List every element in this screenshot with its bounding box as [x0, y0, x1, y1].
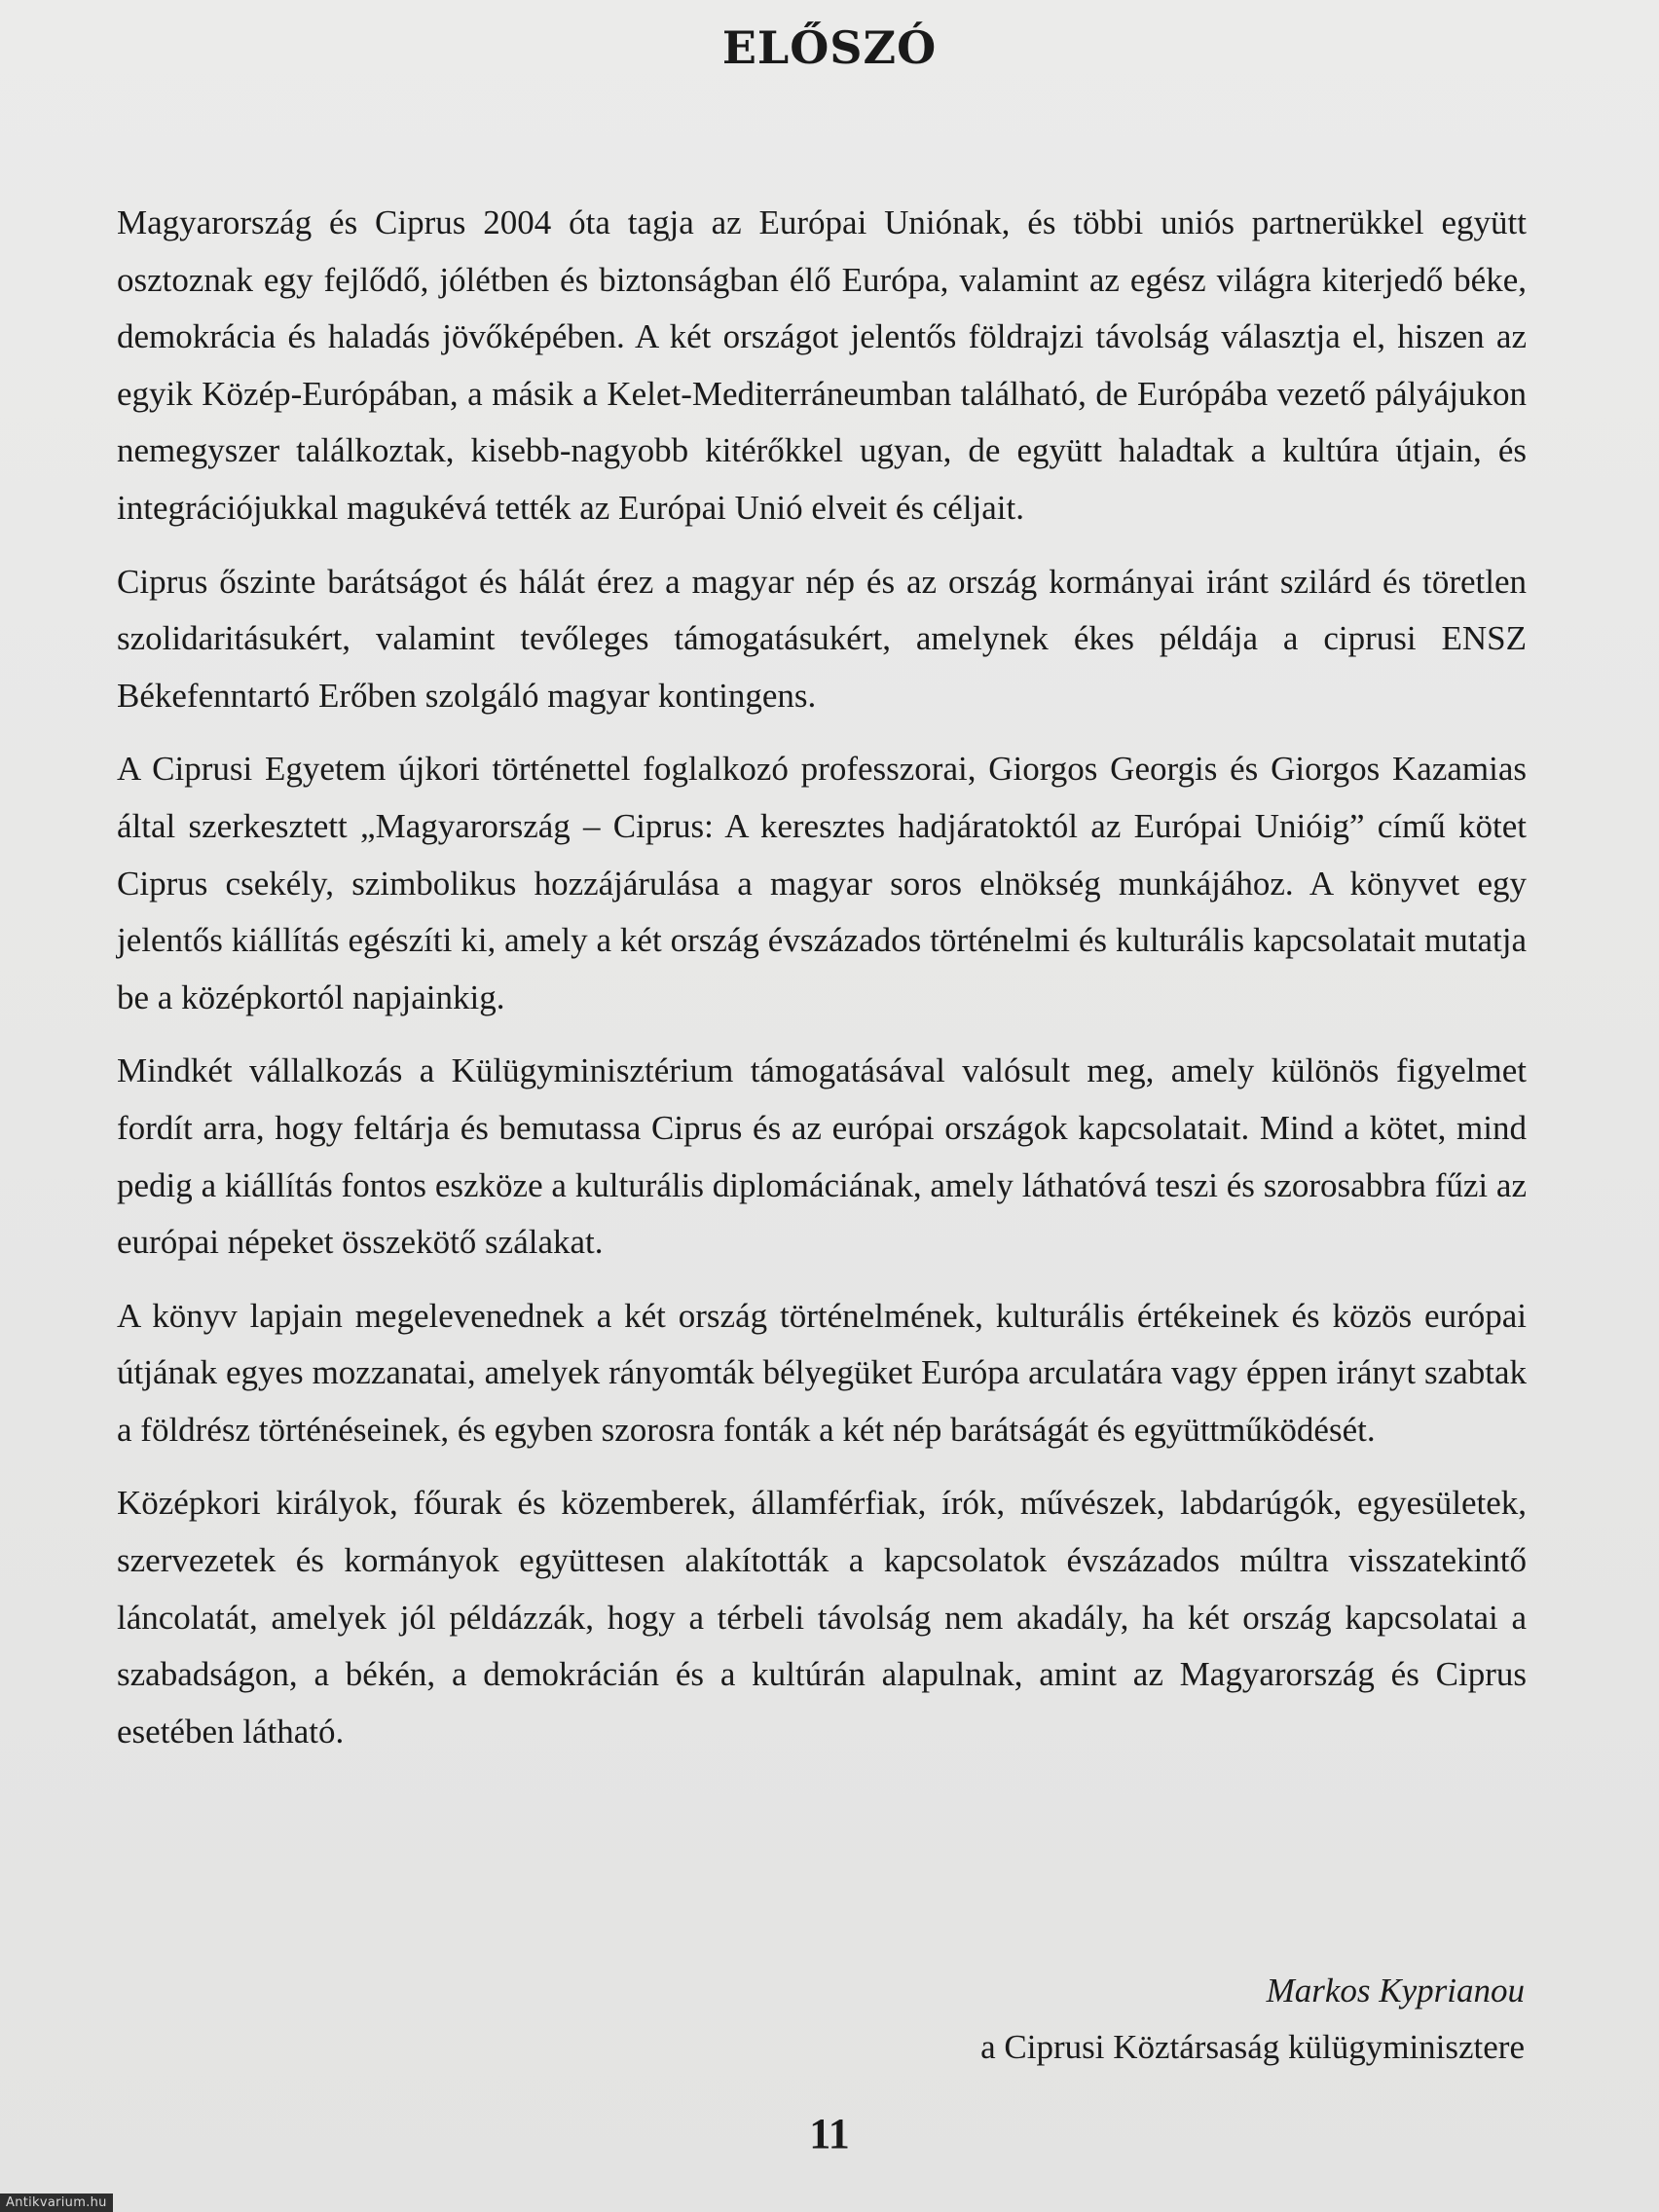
- paragraph-5: A könyv lapjain megelevenednek a két ország történelmének, kulturális értékeinek és közös európai útjának egyes mozzanatai, amelyek rányomták bélyegüket Európa arculatára vagy éppen irányt szabtak a földrész történéseinek, és egyben szorosra fonták a két nép barátságát és együttműködését.: [117, 1296, 1527, 1449]
- page-number: 11: [809, 2110, 850, 2157]
- signature-block: [980, 1963, 1525, 2076]
- paragraph-6: Középkori királyok, főurak és közemberek, államférfiak, írók, művészek, labdarúgók, egyesületek, szervezetek és kormányok együttesen alakították a kapcsolatok évszázados múltra visszatekintő láncolatát, amelyek jól példázzák, hogy a térbeli távolság nem akadály, ha két ország kapcsolatai a szabadságon, a békén, a demokrácián és a kultúrán alapulnak, amint az Magyarország és Ciprus esetében látható.: [117, 1484, 1527, 1751]
- paragraph-3: A Ciprusi Egyetem újkori történettel foglalkozó professzorai, Giorgos Georgis és Giorgos Kazamias által szerkesztett „Magyarország – Ciprus: A keresztes hadjáratoktól az Európai Unióig” című kötet Ciprus csekély, szimbolikus hozzájárulása a magyar soros elnökség munkájához. A könyvet egy jelentős kiállítás egészíti ki, amely a két ország évszázados történelmi és kulturális kapcsolatait mutatja be a középkortól napjainkig.: [117, 750, 1527, 1016]
- signature-role: a Ciprusi Köztársaság külügyminisztere: [980, 2028, 1525, 2066]
- paragraph-4: Mindkét vállalkozás a Külügyminisztérium támogatásával valósult meg, amely különös figyelmet fordít arra, hogy feltárja és bemutassa Ciprus és az európai országok kapcsolatait. Mind a kötet, mind pedig a kiállítás fontos eszköze a kulturális diplomáciának, amely láthatóvá teszi és szorosabbra fűzi az európai népeket összekötő szálakat.: [117, 1051, 1527, 1262]
- watermark-label: Antikvarium.hu: [0, 2194, 113, 2212]
- paragraph-1: Magyarország és Ciprus 2004 óta tagja az Európai Uniónak, és többi uniós partnerükkel együtt osztoznak egy fejlődő, jólétben és biztonságban élő Európa, valamint az egész világra kiterjedő béke, demokrácia és haladás jövőképében. A két országot jelentős földrajzi távolság választja el, hiszen az egyik Közép-Európában, a másik a Kelet-Mediterráneumban található, de Európába vezető pályájukon nemegyszer találkoztak, kisebb-nagyobb kitérőkkel ugyan, de együtt haladtak a kultúra útjain, és integrációjukkal magukévá tették az Európai Unió elveit és céljait.: [117, 203, 1527, 527]
- page-title: ELŐSZÓ: [721, 21, 938, 74]
- paragraph-2: Ciprus őszinte barátságot és hálát érez a magyar nép és az ország kormányai iránt szilárd és töretlen szolidaritásukért, valamint tevőleges támogatásukért, amelynek ékes példája a ciprusi ENSZ Békefenntartó Erőben szolgáló magyar kontingens.: [117, 562, 1527, 715]
- signature-name: Markos Kyprianou: [1266, 1972, 1525, 2009]
- foreword-body: [117, 195, 1527, 1777]
